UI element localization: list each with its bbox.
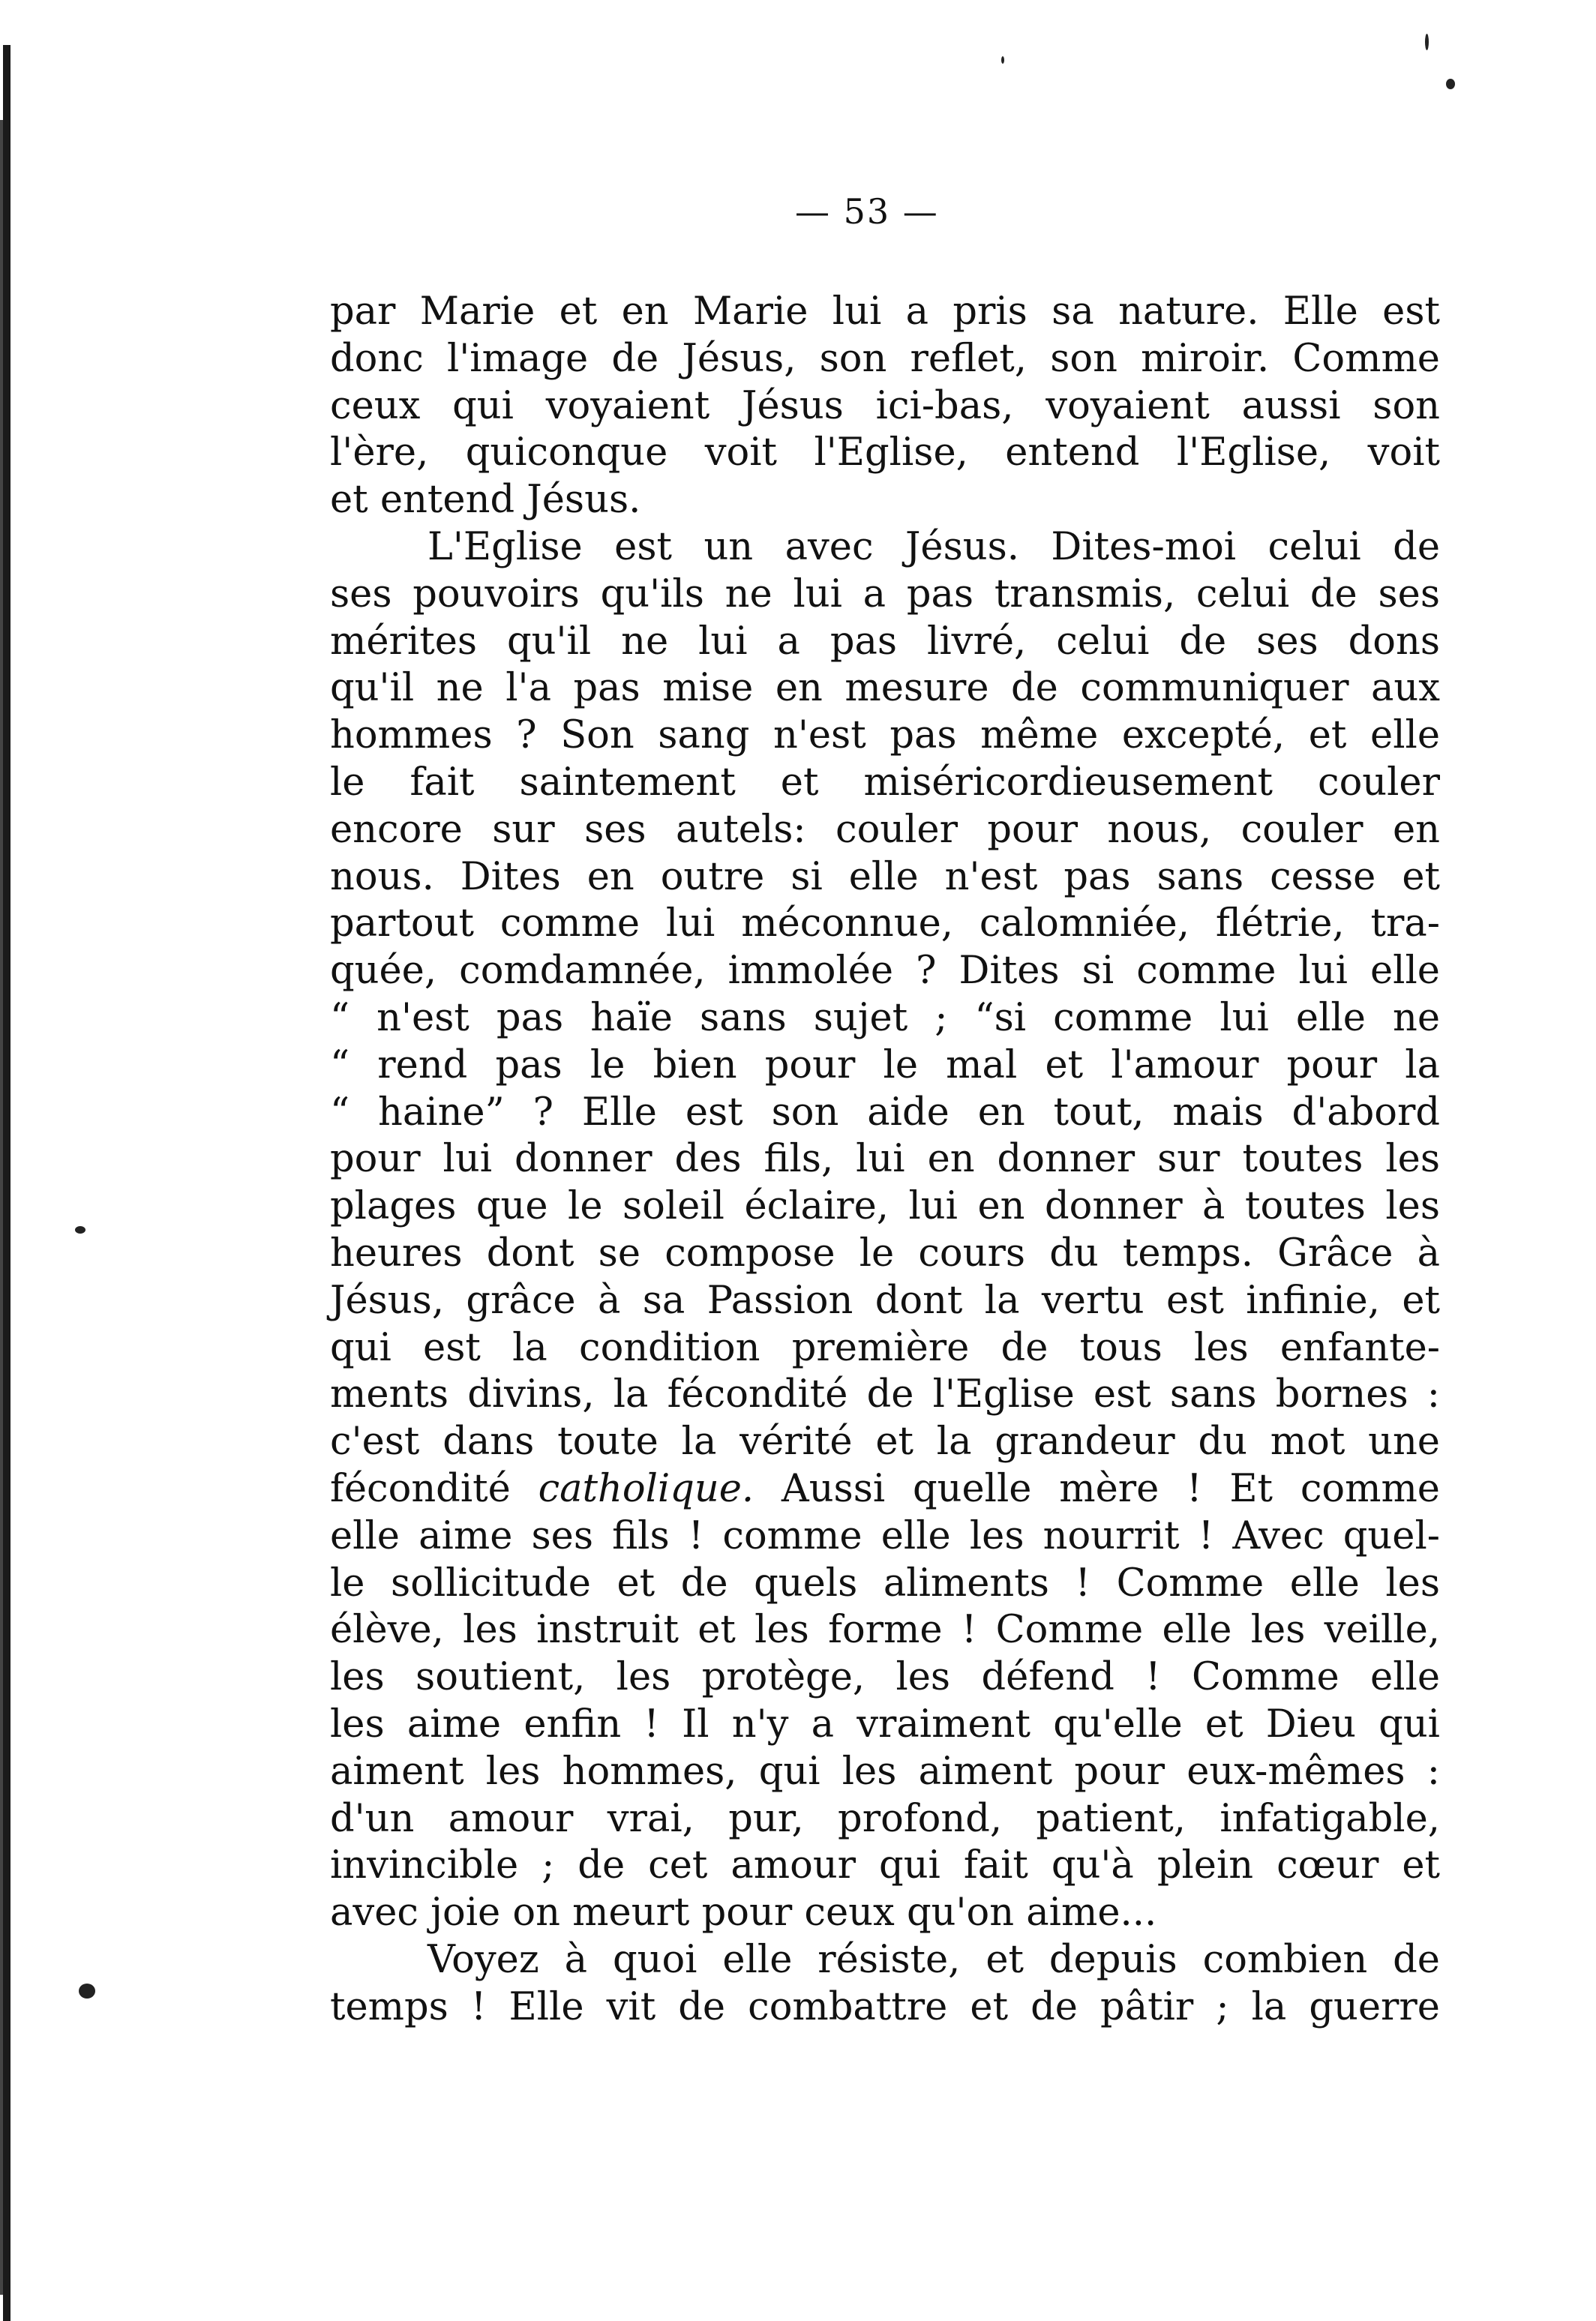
text-line: qui est la condition première de tous les enfante- xyxy=(330,1325,1440,1370)
text-line: “ n'est pas haïe sans sujet ; “si comme lui elle ne xyxy=(330,995,1440,1040)
text-line: donc l'image de Jésus, son reflet, son miroir. Comme xyxy=(330,336,1440,381)
scan-speck xyxy=(1446,79,1455,89)
text-line: élève, les instruit et les forme ! Comme elle les veille, xyxy=(330,1608,1440,1653)
text-line: les aime enfin ! Il n'y a vraiment qu'elle et Dieu qui xyxy=(330,1702,1440,1747)
text-line: heures dont se compose le cours du temps. Grâce à xyxy=(330,1231,1440,1276)
italic-word: catholique. xyxy=(538,1466,754,1511)
page-number: — 53 — xyxy=(795,191,939,232)
text-line: encore sur ses autels: couler pour nous, couler en xyxy=(330,807,1440,852)
text-line: l'ère, quiconque voit l'Eglise, entend l'Eglise, voit xyxy=(330,430,1440,475)
text-line: le fait saintement et miséricordieusement couler xyxy=(330,760,1440,805)
text-line: c'est dans toute la vérité et la grandeur du mot une xyxy=(330,1420,1440,1465)
text-line: hommes ? Son sang n'est pas même excepté, et elle xyxy=(330,713,1440,758)
text-line: L'Eglise est un avec Jésus. Dites-moi celui de xyxy=(428,524,1440,569)
text-line: pour lui donner des fils, lui en donner sur toutes les xyxy=(330,1137,1440,1182)
scan-speck xyxy=(75,1226,86,1234)
text-line: “ rend pas le bien pour le mal et l'amour pour la xyxy=(330,1042,1440,1087)
scan-speck xyxy=(79,1984,95,1999)
text-line: invincible ; de cet amour qui fait qu'à plein cœur et xyxy=(330,1843,1440,1888)
text-line: et entend Jésus. xyxy=(330,478,641,523)
scan-speck xyxy=(1425,34,1429,50)
text-line: par Marie et en Marie lui a pris sa nature. Elle est xyxy=(330,289,1440,334)
text-line: Jésus, grâce à sa Passion dont la vertu est infinie, et xyxy=(330,1278,1440,1323)
text-line: Voyez à quoi elle résiste, et depuis combien de xyxy=(428,1937,1440,1982)
text-line: ments divins, la fécondité de l'Eglise est sans bornes : xyxy=(330,1372,1440,1417)
text-fragment: fécondité xyxy=(330,1466,511,1511)
text-fragment: Aussi quelle mère ! Et comme xyxy=(754,1466,1440,1511)
text-line-mixed xyxy=(330,1466,1440,1513)
text-line: ceux qui voyaient Jésus ici-bas, voyaient aussi son xyxy=(330,383,1440,428)
binding-edge xyxy=(3,45,10,2321)
text-line: plages que le soleil éclaire, lui en donner à toutes les xyxy=(330,1184,1440,1229)
text-line: ses pouvoirs qu'ils ne lui a pas transmis, celui de ses xyxy=(330,571,1440,616)
text-line: quée, comdamnée, immolée ? Dites si comme lui elle xyxy=(330,949,1440,994)
text-line: temps ! Elle vit de combattre et de pâtir ; la guerre xyxy=(330,1984,1440,2029)
text-line: d'un amour vrai, pur, profond, patient, infatigable, xyxy=(330,1796,1440,1841)
text-line: qu'il ne l'a pas mise en mesure de communiquer aux xyxy=(330,666,1440,711)
text-line: avec joie on meurt pour ceux qu'on aime... xyxy=(330,1891,1157,1936)
text-line: partout comme lui méconnue, calomniée, flétrie, tra- xyxy=(330,901,1440,946)
text-line: les soutient, les protège, les défend ! Comme elle xyxy=(330,1655,1440,1700)
binding-shadow xyxy=(0,120,3,2295)
text-line: mérites qu'il ne lui a pas livré, celui de ses dons xyxy=(330,619,1440,664)
text-line: aiment les hommes, qui les aiment pour eux-mêmes : xyxy=(330,1749,1440,1794)
text-line: le sollicitude et de quels aliments ! Comme elle les xyxy=(330,1561,1440,1606)
text-line: nous. Dites en outre si elle n'est pas sans cesse et xyxy=(330,854,1440,899)
text-line: elle aime ses fils ! comme elle les nourrit ! Avec quel- xyxy=(330,1513,1440,1558)
text-line: “ haine” ? Elle est son aide en tout, mais d'abord xyxy=(330,1090,1440,1135)
scan-speck xyxy=(1001,56,1004,64)
body-text xyxy=(330,289,1440,2031)
